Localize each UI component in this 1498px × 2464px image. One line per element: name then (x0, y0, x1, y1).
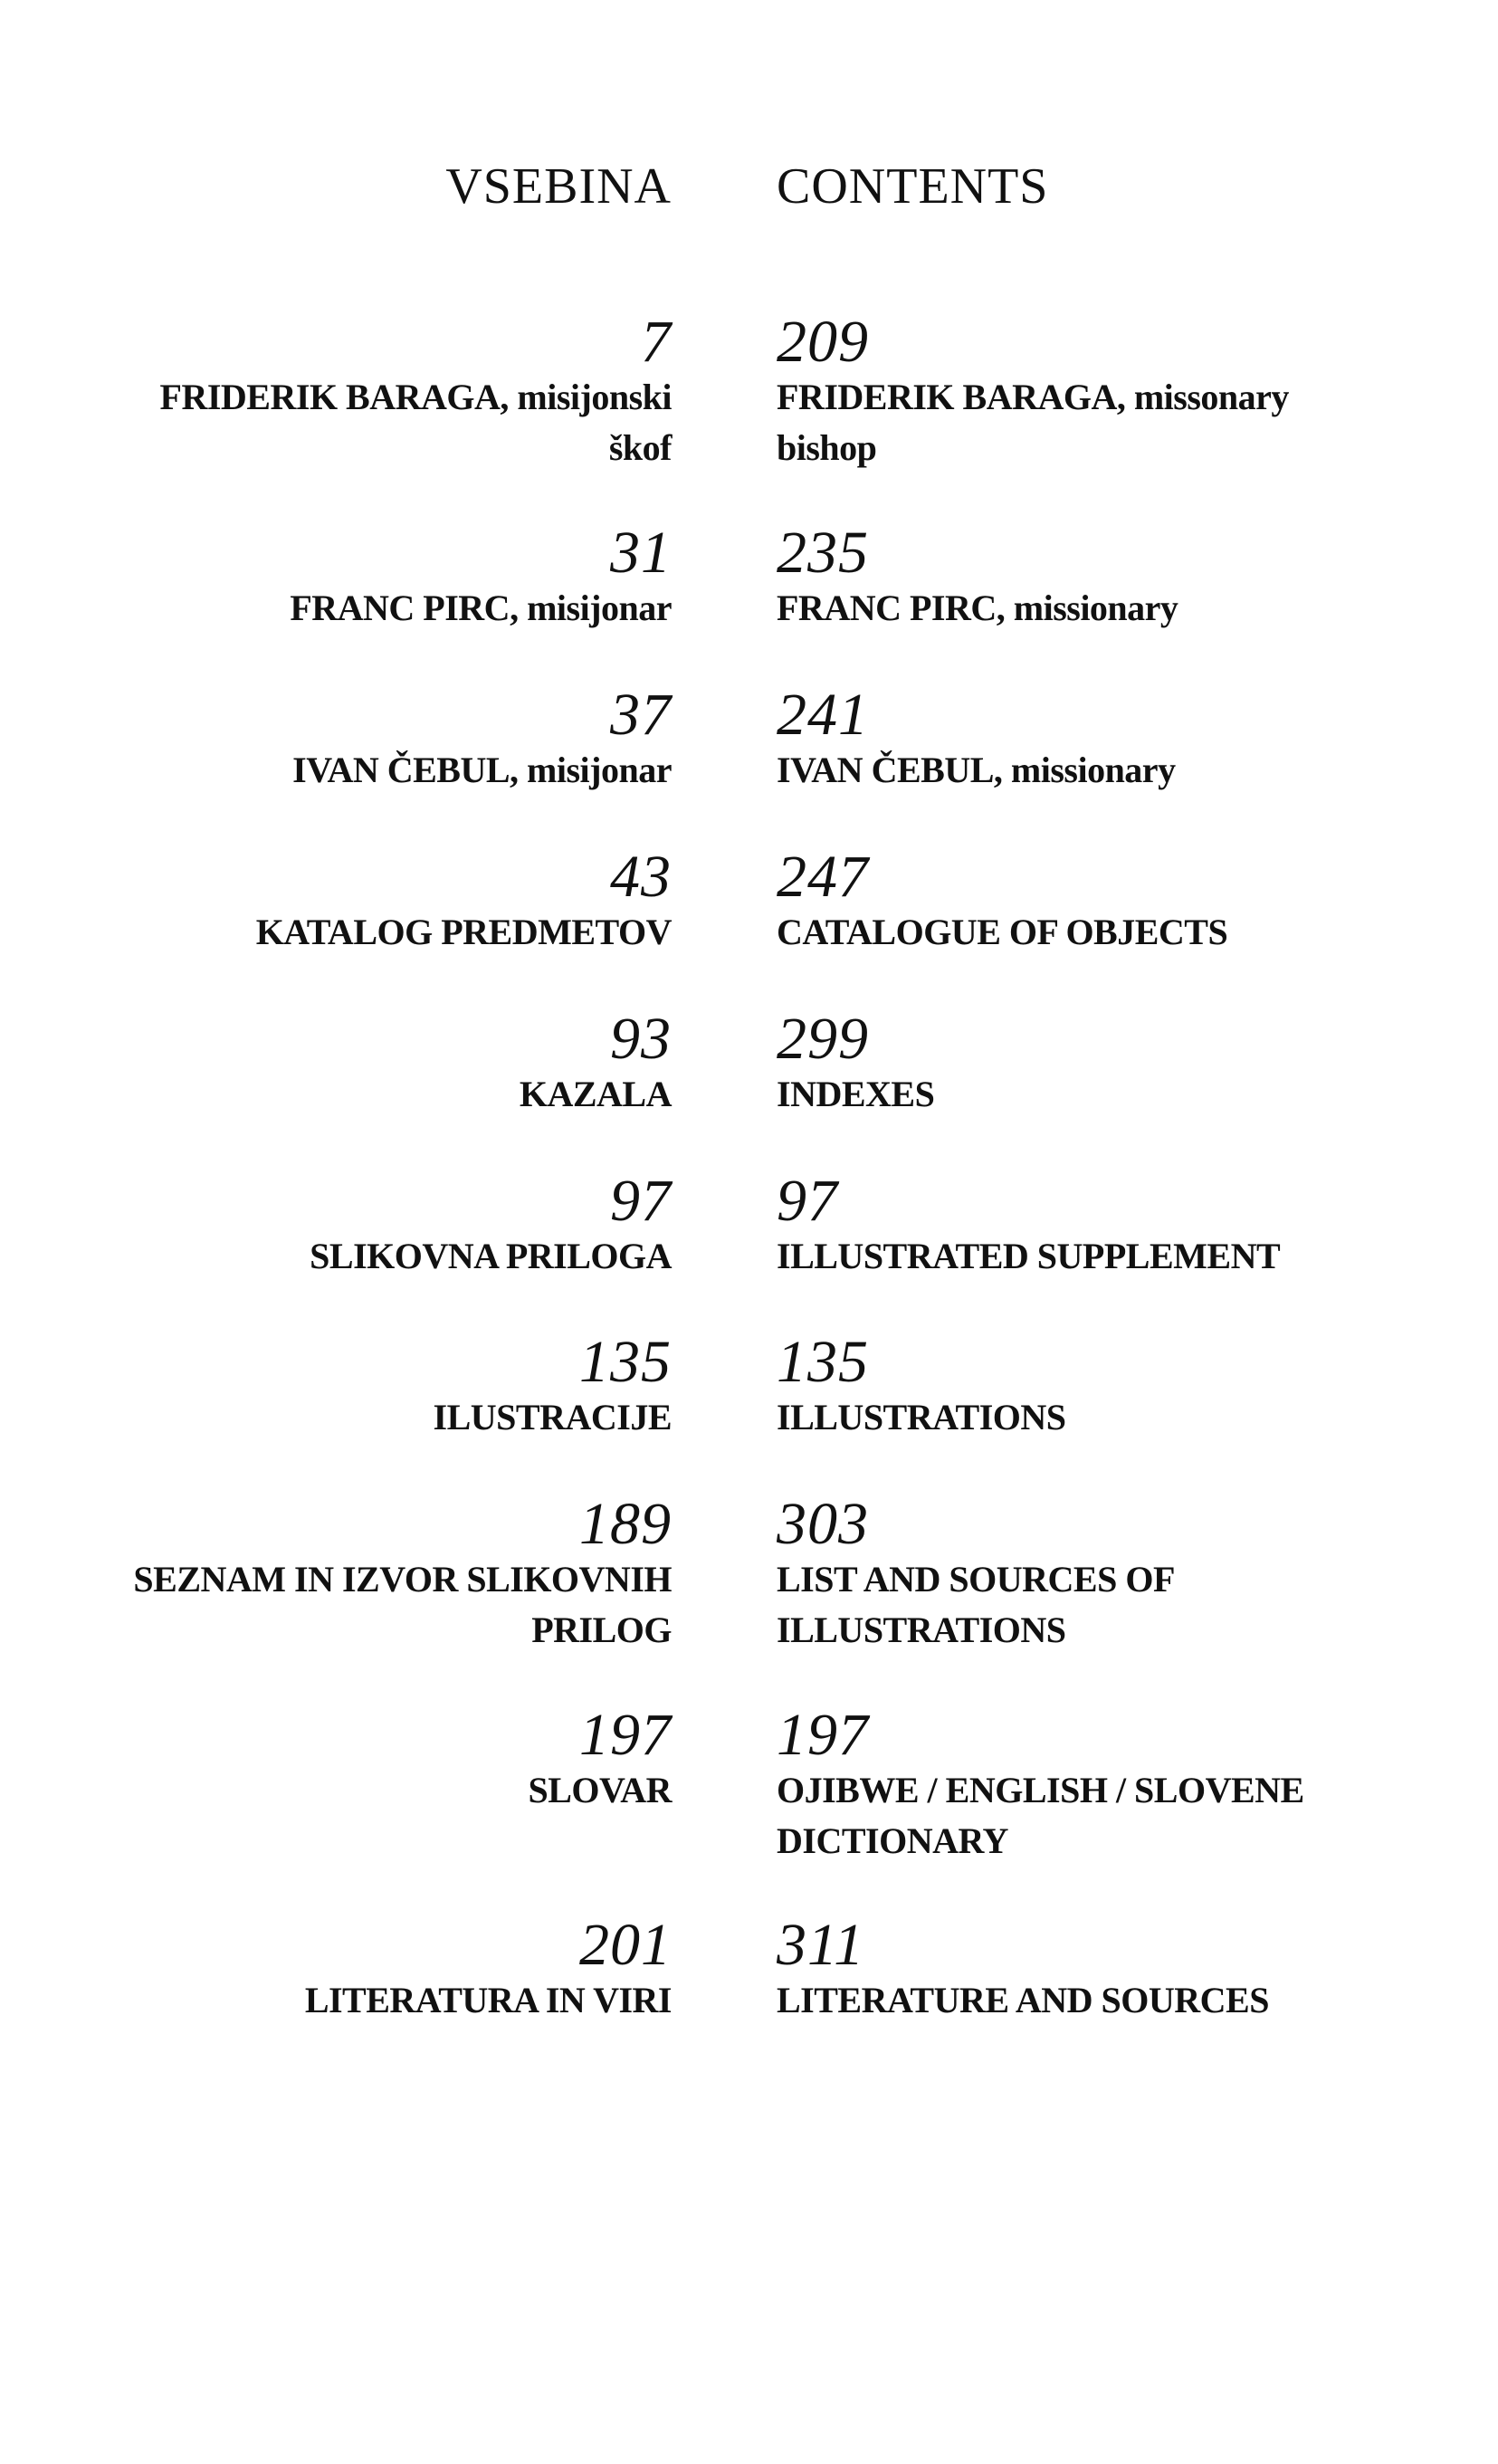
page-number: 97 (610, 1168, 672, 1234)
entry-title: KATALOG PREDMETOV (255, 912, 672, 952)
toc-entry-slovene[interactable] (54, 682, 672, 796)
entry-title: LITERATURE AND SOURCES (777, 1980, 1269, 2020)
toc-entry-english[interactable] (777, 309, 1428, 473)
page-number: 311 (777, 1912, 865, 1978)
page-number: 135 (777, 1329, 869, 1395)
entry-title: ILLUSTRATIONS (777, 1397, 1066, 1437)
entry-title: ILUSTRACIJE (433, 1397, 672, 1437)
toc-entry-english[interactable] (777, 1912, 1428, 2026)
entry-title: FRANC PIRC, missionary (777, 587, 1178, 628)
entry-title: CATALOGUE OF OBJECTS (777, 912, 1228, 952)
toc-entry-slovene[interactable] (54, 1329, 672, 1443)
page-number: 43 (610, 844, 672, 910)
page-number: 93 (610, 1006, 672, 1072)
toc-entry-english[interactable] (777, 520, 1428, 634)
toc-entry-english[interactable] (777, 1168, 1428, 1282)
page-number: 7 (641, 309, 672, 375)
page-number: 247 (777, 844, 869, 910)
page-number: 303 (777, 1491, 869, 1557)
toc-entry-slovene[interactable] (54, 844, 672, 958)
toc-entry-english[interactable] (777, 1006, 1428, 1120)
entry-title: KAZALA (519, 1074, 672, 1114)
entry-title: OJIBWE / ENGLISH / SLOVENE DICTIONARY (777, 1770, 1304, 1861)
toc-entry-english[interactable] (777, 682, 1428, 796)
page-number: 209 (777, 309, 869, 375)
page-number: 135 (579, 1329, 672, 1395)
toc-entry-slovene[interactable] (54, 520, 672, 634)
page-number: 37 (610, 682, 672, 748)
heading-contents: CONTENTS (777, 158, 1049, 215)
page-number: 241 (777, 682, 869, 748)
toc-entry-english[interactable] (777, 1329, 1428, 1443)
page-number: 299 (777, 1006, 869, 1072)
page-number: 31 (610, 520, 672, 586)
entry-title: ILLUSTRATED SUPPLEMENT (777, 1236, 1281, 1276)
toc-entry-english[interactable] (777, 1491, 1428, 1656)
toc-entry-english[interactable] (777, 1702, 1428, 1867)
entry-title: LIST AND SOURCES OF ILLUSTRATIONS (777, 1559, 1175, 1650)
entry-title: FRIDERIK BARAGA, missonary bishop (777, 377, 1289, 468)
toc-entry-slovene[interactable] (54, 1912, 672, 2026)
toc-entry-slovene[interactable] (54, 1006, 672, 1120)
entry-title: IVAN ČEBUL, misijonar (292, 750, 672, 790)
toc-entry-slovene[interactable] (54, 309, 672, 473)
entry-title: IVAN ČEBUL, missionary (777, 750, 1176, 790)
entry-title: FRIDERIK BARAGA, misijonski škof (159, 377, 672, 468)
page-number: 201 (579, 1912, 672, 1978)
toc-entry-english[interactable] (777, 844, 1428, 958)
toc-entry-slovene[interactable] (54, 1168, 672, 1282)
entry-title: SLIKOVNA PRILOGA (310, 1236, 672, 1276)
entry-title: INDEXES (777, 1074, 935, 1114)
page-number: 235 (777, 520, 869, 586)
page-number: 97 (777, 1168, 838, 1234)
heading-vsebina: VSEBINA (445, 158, 672, 215)
toc-entry-slovene[interactable] (54, 1491, 672, 1656)
entry-title: SLOVAR (528, 1770, 672, 1810)
heading-slovene-block (54, 158, 672, 215)
entry-title: LITERATURA IN VIRI (304, 1980, 672, 2020)
toc-entry-slovene[interactable] (54, 1702, 672, 1816)
entry-title: SEZNAM IN IZVOR SLIKOVNIH PRILOG (133, 1559, 672, 1650)
page-number: 197 (579, 1702, 672, 1768)
entry-title: FRANC PIRC, misijonar (290, 587, 672, 628)
heading-english-block (777, 158, 1428, 215)
page-number: 197 (777, 1702, 869, 1768)
page-number: 189 (579, 1491, 672, 1557)
